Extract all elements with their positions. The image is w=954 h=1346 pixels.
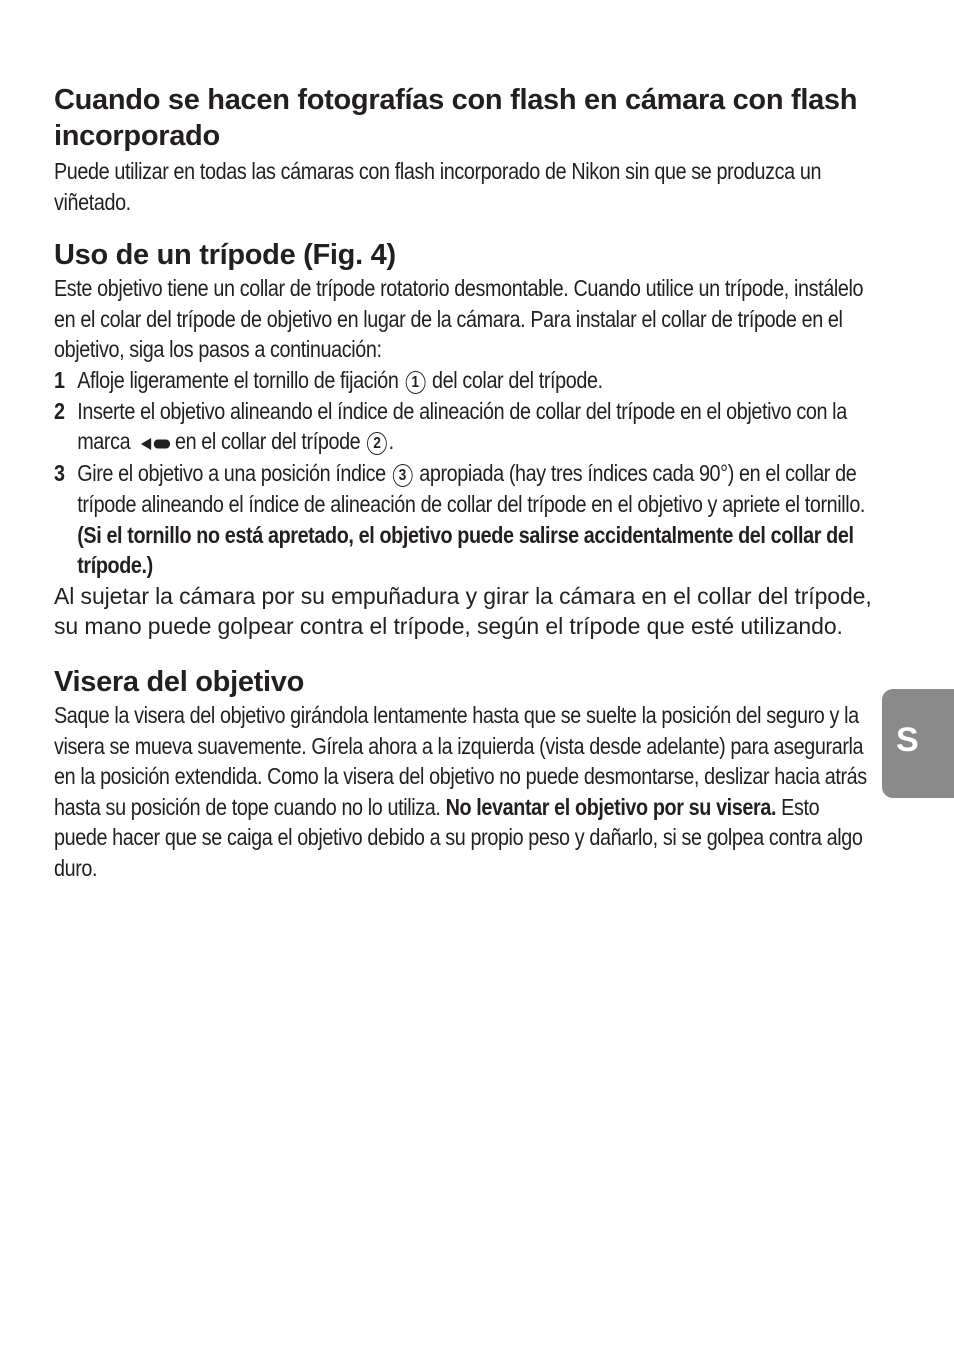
manual-page — [54, 82, 874, 884]
hood-body-wrap — [54, 700, 872, 884]
tripod-body-wrap — [54, 273, 872, 581]
step-2 — [54, 396, 872, 459]
step-text — [77, 365, 872, 396]
step-text-mid: en el collar del trípode — [174, 428, 361, 455]
step-1 — [54, 365, 872, 396]
step-text-post: del colar del trípode. — [426, 366, 603, 393]
step-text-post: apropiada (hay tres índices cada 90°) en el collar de trípode alineando el índice de alineación de collar del trípode en el objetivo y apriete el tornillo. — [77, 460, 866, 517]
step-number: 2 — [54, 397, 65, 424]
tripod-closing-paragraph: Al sujetar la cámara por su empuñadura y girar la cámara en el collar del trípode, su mano puede golpear contra el trípode, según el trípode que esté utilizando. — [54, 582, 872, 640]
section-heading-tripod: Uso de un trípode (Fig. 4) — [54, 239, 396, 272]
language-tab — [882, 689, 954, 798]
circled-number: 3 — [393, 464, 413, 487]
hood-paragraph — [54, 700, 872, 884]
tripod-intro-paragraph: Este objetivo tiene un collar de trípode rotatorio desmontable. Cuando utilice un trípode, instálelo en el colar del trípode de objetivo en lugar de la cámara. Para instalar el collar de trípode en el objetivo, siga los pasos a continuación: — [54, 275, 864, 363]
circled-number: 2 — [367, 432, 387, 455]
hood-warning-bold: No levantar el objetivo por su visera. — [445, 793, 777, 820]
step-text-pre: Gire el objetivo a una posición índice — [77, 460, 386, 487]
step-warning-bold: (Si el tornillo no está apretado, el objetivo puede salirse accidentalmente del collar del trípode.) — [77, 521, 854, 579]
alignment-mark-icon — [141, 428, 170, 459]
tripod-steps-list — [54, 365, 872, 581]
step-3 — [54, 458, 872, 580]
step-number: 3 — [54, 460, 65, 487]
section-heading-hood: Visera del objetivo — [54, 665, 305, 698]
hood-text-pre: Saque la visera del objetivo girándola lentamente hasta que se suelte la posición del seguro y la visera se mueva suavemente. Gírela ahora a la izquierda (vista desde adelante) para asegurarla en la posición extendida. Como la visera del objetivo no puede desmontarse, deslizar hacia atrás hasta su posición de tope cuando no lo utiliza. — [54, 701, 867, 820]
hood-text-post: Esto puede hacer que se caiga el objetivo debido a su propio peso y dañarlo, si se golpea contra algo duro. — [54, 793, 863, 881]
circled-number: 1 — [405, 371, 425, 394]
step-number: 1 — [54, 366, 65, 393]
flash-body-wrap — [54, 156, 872, 217]
language-tab-letter: S — [896, 721, 919, 759]
section-heading-flash: Cuando se hacen fotografías con flash en cámara con flash incorporado — [54, 84, 858, 152]
step-text-pre: Inserte el objetivo alineando el índice de alineación de collar del trípode en el objetivo con la marca — [77, 397, 847, 455]
step-text — [77, 396, 872, 459]
flash-paragraph: Puede utilizar en todas las cámaras con flash incorporado de Nikon sin que se produzca un viñetado. — [54, 158, 822, 215]
step-text-pre: Afloje ligeramente el tornillo de fijación — [77, 366, 399, 393]
step-text-post: . — [388, 428, 394, 455]
step-text — [77, 458, 872, 580]
